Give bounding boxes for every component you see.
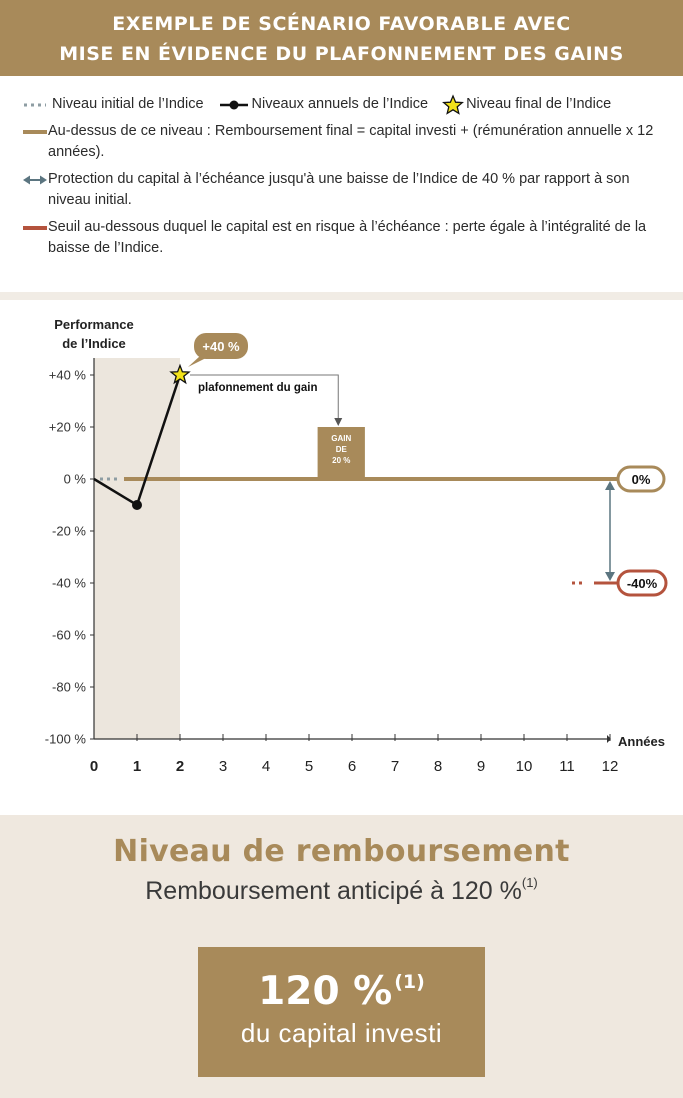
legend xyxy=(22,94,662,265)
result-big-value xyxy=(198,969,485,1014)
y-tick-label: -40 % xyxy=(52,575,86,591)
legend-label-above-level: Au-dessus de ce niveau : Remboursement final = capital investi + (rémunération annuelle x 12 années). xyxy=(48,123,654,160)
x-tick-label: 9 xyxy=(476,758,486,775)
header-title-line2: MISE EN ÉVIDENCE DU PLAFONNEMENT DES GAINS xyxy=(59,43,624,65)
x-tick-label: 7 xyxy=(390,758,400,775)
double-arrow-icon xyxy=(22,169,48,190)
x-axis-label: Années xyxy=(618,734,665,749)
y-tick-label: -80 % xyxy=(52,679,86,695)
result-subtitle-text: Remboursement anticipé à 120 % xyxy=(145,877,522,905)
y-tick-label: -60 % xyxy=(52,627,86,643)
x-tick-label: 0 xyxy=(89,758,99,775)
separator-band xyxy=(0,292,683,300)
legend-item-threshold xyxy=(22,217,662,259)
legend-item-protection xyxy=(22,169,662,211)
y-tick-label: +20 % xyxy=(48,419,86,435)
x-tick-label: 6 xyxy=(347,758,357,775)
protection-arrow-head-up xyxy=(605,481,615,490)
annual-level-point xyxy=(132,500,142,510)
performance-chart xyxy=(0,300,683,810)
cap-arrow-head xyxy=(334,418,342,426)
y-tick-label: -100 % xyxy=(44,731,86,747)
legend-label-initial-level: Niveau initial de l’Indice xyxy=(52,96,204,112)
x-tick-label: 5 xyxy=(304,758,314,775)
legend-item-initial-level xyxy=(22,94,204,115)
legend-item-annual-levels xyxy=(218,94,429,115)
gain-bar-label: GAIN xyxy=(331,434,352,443)
line-dot-icon xyxy=(218,94,252,115)
y-axis-label-line1: Performance xyxy=(54,317,134,332)
legend-item-final-level xyxy=(442,94,611,115)
y-tick-label: 0 % xyxy=(63,471,86,487)
legend-label-protection: Protection du capital à l’échéance jusqu'à une baisse de l’Indice de 40 % par rapport à son niveau initial. xyxy=(48,171,630,208)
legend-label-annual-levels: Niveaux annuels de l’Indice xyxy=(251,96,429,112)
x-tick-label: 4 xyxy=(261,758,271,775)
peak-bubble-tail xyxy=(188,356,208,367)
x-tick-label: 1 xyxy=(132,758,142,775)
legend-label-threshold: Seuil au-dessous duquel le capital est en risque à l’échéance : perte égale à l’intégralité de la baisse de l’Indice. xyxy=(48,219,647,256)
x-tick-label: 11 xyxy=(559,758,575,775)
x-tick-label: 3 xyxy=(218,758,228,775)
x-tick-label: 12 xyxy=(601,758,619,775)
x-tick-label: 8 xyxy=(433,758,443,775)
peak-label: +40 % xyxy=(202,339,240,354)
gain-bar-label: DE xyxy=(335,445,347,454)
result-big-value-text: 120 % xyxy=(258,969,393,1014)
dotted-line-icon xyxy=(22,94,52,115)
cap-label: plafonnement du gain xyxy=(198,382,318,394)
red-line-icon xyxy=(22,217,48,238)
level-threshold-label: -40% xyxy=(626,576,658,591)
result-subtitle xyxy=(0,877,683,906)
gold-line-icon xyxy=(22,121,48,142)
protection-arrow-head-down xyxy=(605,572,615,581)
result-big-note: (1) xyxy=(394,971,425,993)
x-tick-label: 2 xyxy=(175,758,185,775)
result-big-caption: du capital investi xyxy=(240,1018,443,1048)
star-icon xyxy=(442,94,466,115)
result-box xyxy=(198,947,485,1077)
legend-item-above-level xyxy=(22,121,662,163)
level-zero-label: 0% xyxy=(631,472,651,487)
y-tick-label: +40 % xyxy=(48,367,86,383)
y-tick-label: -20 % xyxy=(52,523,86,539)
legend-label-final-level: Niveau final de l’Indice xyxy=(466,96,612,112)
header-banner xyxy=(0,0,683,76)
x-tick-label: 10 xyxy=(515,758,533,775)
y-axis-label-line2: de l’Indice xyxy=(62,336,126,351)
result-section xyxy=(0,815,683,1098)
gain-bar-label: 20 % xyxy=(332,456,351,465)
result-subtitle-note: (1) xyxy=(521,875,538,890)
result-title: Niveau de remboursement xyxy=(113,834,570,869)
header-title-line1: EXEMPLE DE SCÉNARIO FAVORABLE AVEC xyxy=(112,13,571,35)
